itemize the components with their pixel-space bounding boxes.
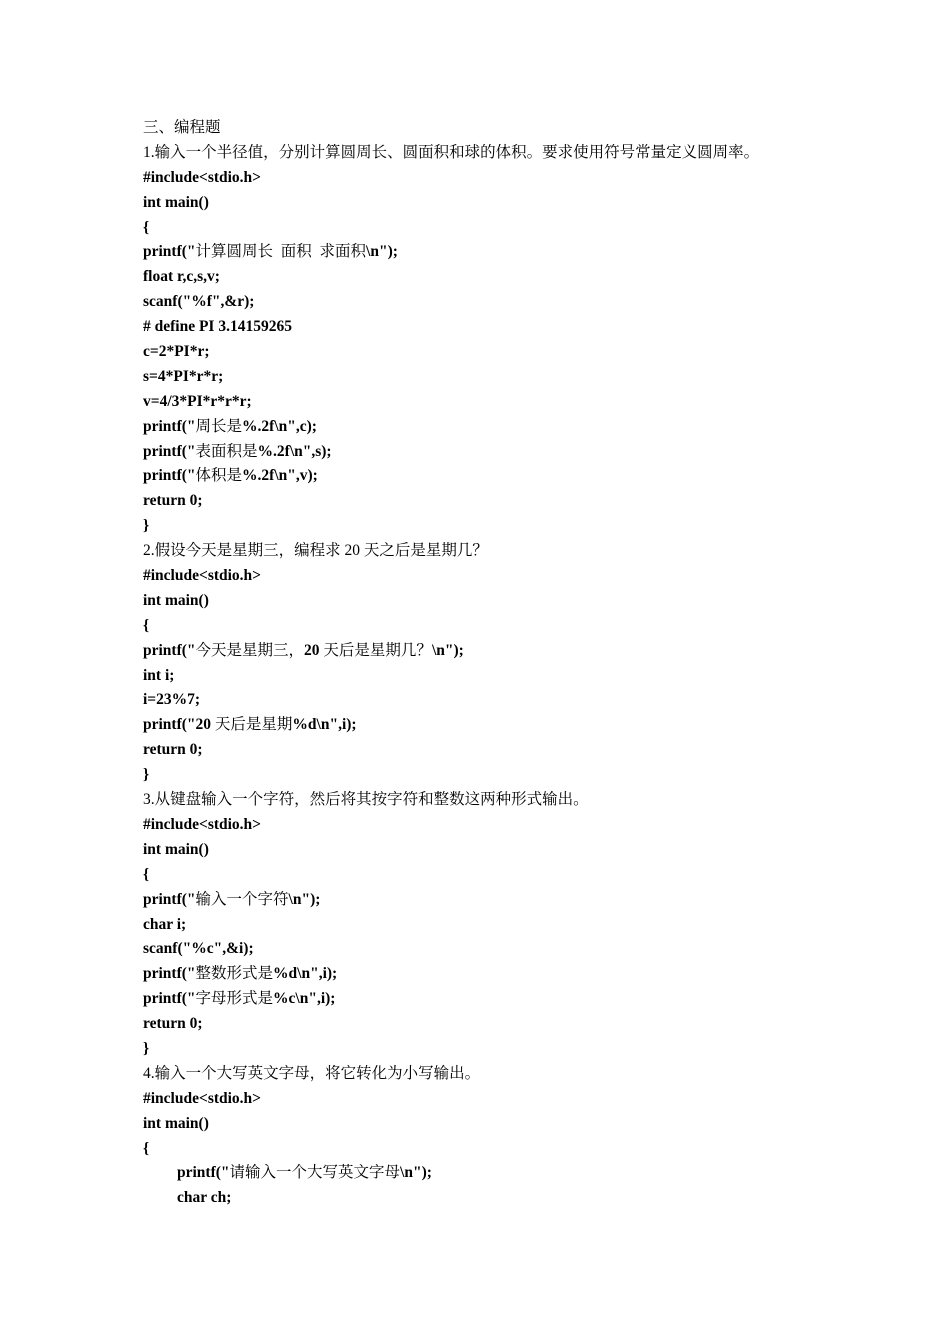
code-line <box>143 589 923 614</box>
code-line <box>143 1161 923 1186</box>
code-line <box>143 564 923 589</box>
code-token: v=4/3*PI*r*r*r; <box>143 392 252 410</box>
code-token: %.2f\n",s); <box>257 442 332 460</box>
code-token: scanf("%c",&i); <box>143 940 254 958</box>
code-token: #include<stdio.h> <box>143 567 262 585</box>
code-string-text: 天后是星期 <box>214 716 293 734</box>
code-line <box>143 265 923 290</box>
code-string-text: 字母形式是 <box>195 990 274 1008</box>
code-token: scanf("%f",&r); <box>143 293 255 311</box>
code-line <box>143 365 923 390</box>
problem-title: 2.假设今天是星期三，编程求 20 天之后是星期几？ <box>143 542 488 560</box>
code-line <box>143 639 923 664</box>
code-line <box>143 489 923 514</box>
code-token: int main() <box>143 591 209 609</box>
code-token: #include<stdio.h> <box>143 815 262 833</box>
code-line <box>143 415 923 440</box>
code-line <box>143 863 923 888</box>
code-token: \n"); <box>366 243 398 261</box>
code-token: int main() <box>143 840 209 858</box>
section-title: 三、编程题 <box>143 119 221 136</box>
code-line <box>143 962 923 987</box>
code-token: \n"); <box>431 641 464 659</box>
code-line <box>143 166 923 191</box>
code-token: %d\n",i); <box>292 716 357 734</box>
code-token: #include<stdio.h> <box>143 168 262 186</box>
code-token: printf(" <box>143 442 196 460</box>
code-line <box>143 763 923 788</box>
code-token: \n"); <box>288 890 321 908</box>
code-line <box>143 713 923 738</box>
code-string-text: 周长是 <box>195 417 243 435</box>
code-token: printf("20 <box>143 716 215 734</box>
code-token: i=23%7; <box>143 691 201 709</box>
code-line <box>143 440 923 465</box>
code-token: printf(" <box>143 243 196 261</box>
code-token: char ch; <box>177 1189 232 1207</box>
code-token: return 0; <box>143 492 203 510</box>
code-line <box>143 1087 923 1112</box>
code-token: \n"); <box>400 1164 432 1182</box>
code-token: return 0; <box>143 1015 203 1033</box>
code-token: } <box>143 1039 150 1057</box>
code-string-text: 体积是 <box>195 467 243 485</box>
code-line <box>143 913 923 938</box>
code-line <box>143 240 923 265</box>
code-line <box>143 216 923 241</box>
code-token: return 0; <box>143 741 203 759</box>
code-token: %.2f\n",c); <box>242 417 317 435</box>
document-content <box>143 116 923 1211</box>
code-string-text: 输入一个字符 <box>195 890 289 908</box>
code-line <box>143 937 923 962</box>
code-token: %d\n",i); <box>273 965 338 983</box>
code-string-text: 请输入一个大写英文字母 <box>229 1164 401 1182</box>
code-token: { <box>143 865 150 883</box>
code-line <box>143 813 923 838</box>
code-token: printf(" <box>143 990 196 1008</box>
code-string-text: 今天是星期三， <box>195 641 305 659</box>
code-string-text: 计算圆周长 面积 求面积 <box>195 243 367 261</box>
code-line <box>143 987 923 1012</box>
code-token: } <box>143 766 150 784</box>
code-token: s=4*PI*r*r; <box>143 367 224 385</box>
code-token: #include<stdio.h> <box>143 1089 262 1107</box>
code-line <box>143 688 923 713</box>
code-line <box>143 1186 923 1211</box>
code-line <box>143 1037 923 1062</box>
code-line <box>143 191 923 216</box>
code-token: printf(" <box>143 417 196 435</box>
problem-title: 1.输入一个半径值，分别计算圆周长、圆面积和球的体积。要求使用符号常量定义圆周率。 <box>143 143 760 161</box>
code-line <box>143 514 923 539</box>
code-token: printf(" <box>143 965 196 983</box>
code-line <box>143 614 923 639</box>
code-token: printf(" <box>143 467 196 485</box>
code-token: %c\n",i); <box>273 990 336 1008</box>
code-token: { <box>143 218 150 236</box>
code-token: float r,c,s,v; <box>143 268 220 286</box>
code-line <box>143 390 923 415</box>
code-line <box>143 838 923 863</box>
code-token: c=2*PI*r; <box>143 343 210 361</box>
code-line <box>143 1137 923 1162</box>
code-line <box>143 315 923 340</box>
code-line <box>143 738 923 763</box>
code-token: { <box>143 616 150 634</box>
code-token: int i; <box>143 666 175 684</box>
problem-title: 4.输入一个大写英文字母，将它转化为小写输出。 <box>143 1064 481 1082</box>
code-line <box>143 290 923 315</box>
code-line <box>143 1112 923 1137</box>
code-token: printf(" <box>143 641 196 659</box>
code-token: int main() <box>143 1114 209 1132</box>
code-token: } <box>143 517 150 535</box>
code-string-text: 整数形式是 <box>195 965 274 983</box>
code-token: char i; <box>143 915 187 933</box>
code-token: %.2f\n",v); <box>242 467 318 485</box>
code-line <box>143 888 923 913</box>
code-token: # define PI 3.14159265 <box>143 318 292 336</box>
code-line <box>143 664 923 689</box>
problem-title: 3.从键盘输入一个字符，然后将其按字符和整数这两种形式输出。 <box>143 791 589 809</box>
code-line <box>143 340 923 365</box>
code-token: printf(" <box>177 1164 230 1182</box>
code-string-text: 天后是星期几？ <box>323 641 432 659</box>
code-line <box>143 1012 923 1037</box>
code-token: 20 <box>304 641 324 659</box>
code-string-text: 表面积是 <box>195 442 258 460</box>
code-token: { <box>143 1139 150 1157</box>
code-line <box>143 464 923 489</box>
code-token: printf(" <box>143 890 196 908</box>
code-token: int main() <box>143 193 209 211</box>
